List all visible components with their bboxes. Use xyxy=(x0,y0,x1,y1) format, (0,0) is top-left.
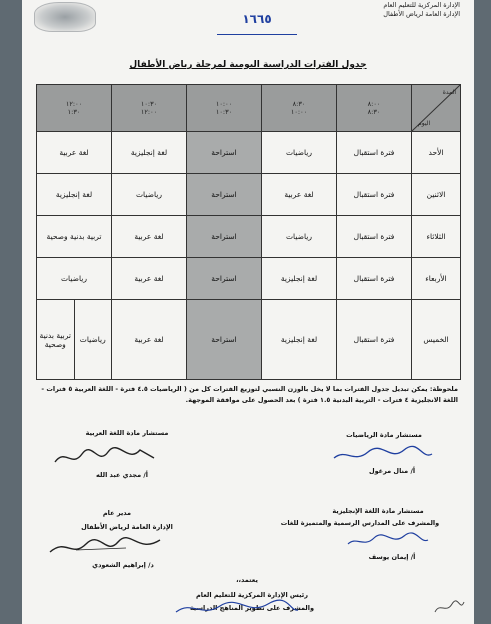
period-header-4: ١٠:٣٠ ١٢:٠٠ xyxy=(112,85,187,132)
table-cell: فترة استقبال xyxy=(337,132,412,174)
english-advisor-sub: والمشرف على المدارس الرسمية والمتميزة للغات xyxy=(280,519,440,527)
document-page xyxy=(22,0,474,624)
signature-mark xyxy=(50,444,160,470)
table-row xyxy=(37,216,461,258)
table-cell: لغة إنجليزية xyxy=(112,132,187,174)
signature-mark xyxy=(342,530,432,552)
table-row xyxy=(37,132,461,174)
break-cell: استراحة xyxy=(187,216,262,258)
header-line2: الإدارة العامة لرياض الأطفال xyxy=(383,10,460,18)
break-cell: استراحة xyxy=(187,174,262,216)
table-header-row xyxy=(37,85,461,132)
period-header-3: ١٠:٠٠ ١٠:٣٠ xyxy=(187,85,262,132)
corner-top-label: المدة xyxy=(442,89,456,96)
table-cell: رياضيات xyxy=(262,132,337,174)
corner-cell xyxy=(412,85,461,132)
corner-bottom-label: اليوم xyxy=(418,120,431,127)
table-cell: تربية بدنية وصحية xyxy=(37,216,112,258)
head-title: رئيس الإدارة المركزية للتعليم العام xyxy=(196,591,308,599)
table-cell: تربية بدنية وصحية xyxy=(37,300,75,379)
table-cell: رياضيات xyxy=(262,216,337,258)
period-header-2: ٨:٣٠ ١٠:٠٠ xyxy=(262,85,337,132)
signature-mark xyxy=(172,598,302,620)
table-cell: رياضيات xyxy=(112,174,187,216)
head-sub: والمشرف على تطوير المناهج الدراسية xyxy=(189,604,315,612)
table-cell: رياضيات xyxy=(79,335,106,345)
table-cell: لغة عربية xyxy=(112,258,187,300)
table-cell: فترة استقبال xyxy=(337,300,412,380)
break-cell: استراحة xyxy=(187,300,262,380)
arabic-advisor-name: أ/ مجدي عبد الله xyxy=(96,471,148,479)
ministry-logo xyxy=(34,2,96,32)
footnote: ملحوظة: يمكن تبديل جدول الفترات بما لا يخل بالوزن النسبي لتوزيع الفترات كل من ( الرياضيات ٤.٥ فترة - اللغة العربية ٥ فترات - اللغة الانجليزية ٤ فترات - التربية البدنية ١.٥ فترة ) بعد الحصول على موافقة الموجهة. xyxy=(41,385,458,404)
day-cell: الخميس xyxy=(412,300,461,380)
header-issuer xyxy=(383,1,460,19)
table-cell: لغة عربية xyxy=(112,300,187,380)
schedule-table xyxy=(36,84,461,380)
day-cell: الاثنين xyxy=(412,174,461,216)
table-cell: فترة استقبال xyxy=(337,216,412,258)
period-header-5: ١٢:٠٠ ١:٣٠ xyxy=(37,85,112,132)
table-row xyxy=(37,258,461,300)
table-cell: لغة عربية xyxy=(112,216,187,258)
gm-dept: الإدارة العامة لرياض الأطفال xyxy=(81,523,173,531)
day-cell: الثلاثاء xyxy=(412,216,461,258)
approval-label: يعتمد،، xyxy=(236,576,258,584)
table-cell: لغة إنجليزية xyxy=(262,300,337,380)
header-line1: الإدارة المركزية للتعليم العام xyxy=(383,1,460,9)
period-header-1: ٨:٠٠ ٨:٣٠ xyxy=(337,85,412,132)
arabic-advisor-block xyxy=(52,428,202,438)
gm-title: مدير عام xyxy=(102,509,132,517)
table-cell: رياضيات xyxy=(37,258,112,300)
arabic-advisor-title: مستشار مادة اللغة العربية xyxy=(85,429,169,437)
table-row xyxy=(37,174,461,216)
table-cell: فترة استقبال xyxy=(337,258,412,300)
reference-number: ١٦٦٥ xyxy=(217,12,297,35)
english-advisor-name: أ/ إيمان يوسف xyxy=(368,553,416,561)
document-title: جدول الفترات الدراسية اليومية لمرحلة رياض الأطفال xyxy=(129,60,367,70)
math-advisor-name: أ/ منال مرغول xyxy=(368,467,416,475)
table-cell: لغة عربية xyxy=(37,132,112,174)
break-cell: استراحة xyxy=(187,132,262,174)
signature-mark xyxy=(328,444,438,466)
gm-name: د/ إبراهيم الشعودي xyxy=(92,561,154,569)
table-cell: لغة عربية xyxy=(262,174,337,216)
signature-mark xyxy=(432,596,466,620)
math-advisor-title: مستشار مادة الرياضيات xyxy=(346,431,422,439)
day-cell: الأربعاء xyxy=(412,258,461,300)
english-advisor-title: مستشار مادة اللغة الإنجليزية xyxy=(332,507,424,515)
table-cell: فترة استقبال xyxy=(337,174,412,216)
table-cell: لغة إنجليزية xyxy=(262,258,337,300)
break-cell: استراحة xyxy=(187,258,262,300)
table-row xyxy=(37,300,461,380)
table-cell: لغة إنجليزية xyxy=(37,174,112,216)
signature-mark xyxy=(46,532,166,560)
split-cell xyxy=(37,300,112,380)
day-cell: الأحد xyxy=(412,132,461,174)
